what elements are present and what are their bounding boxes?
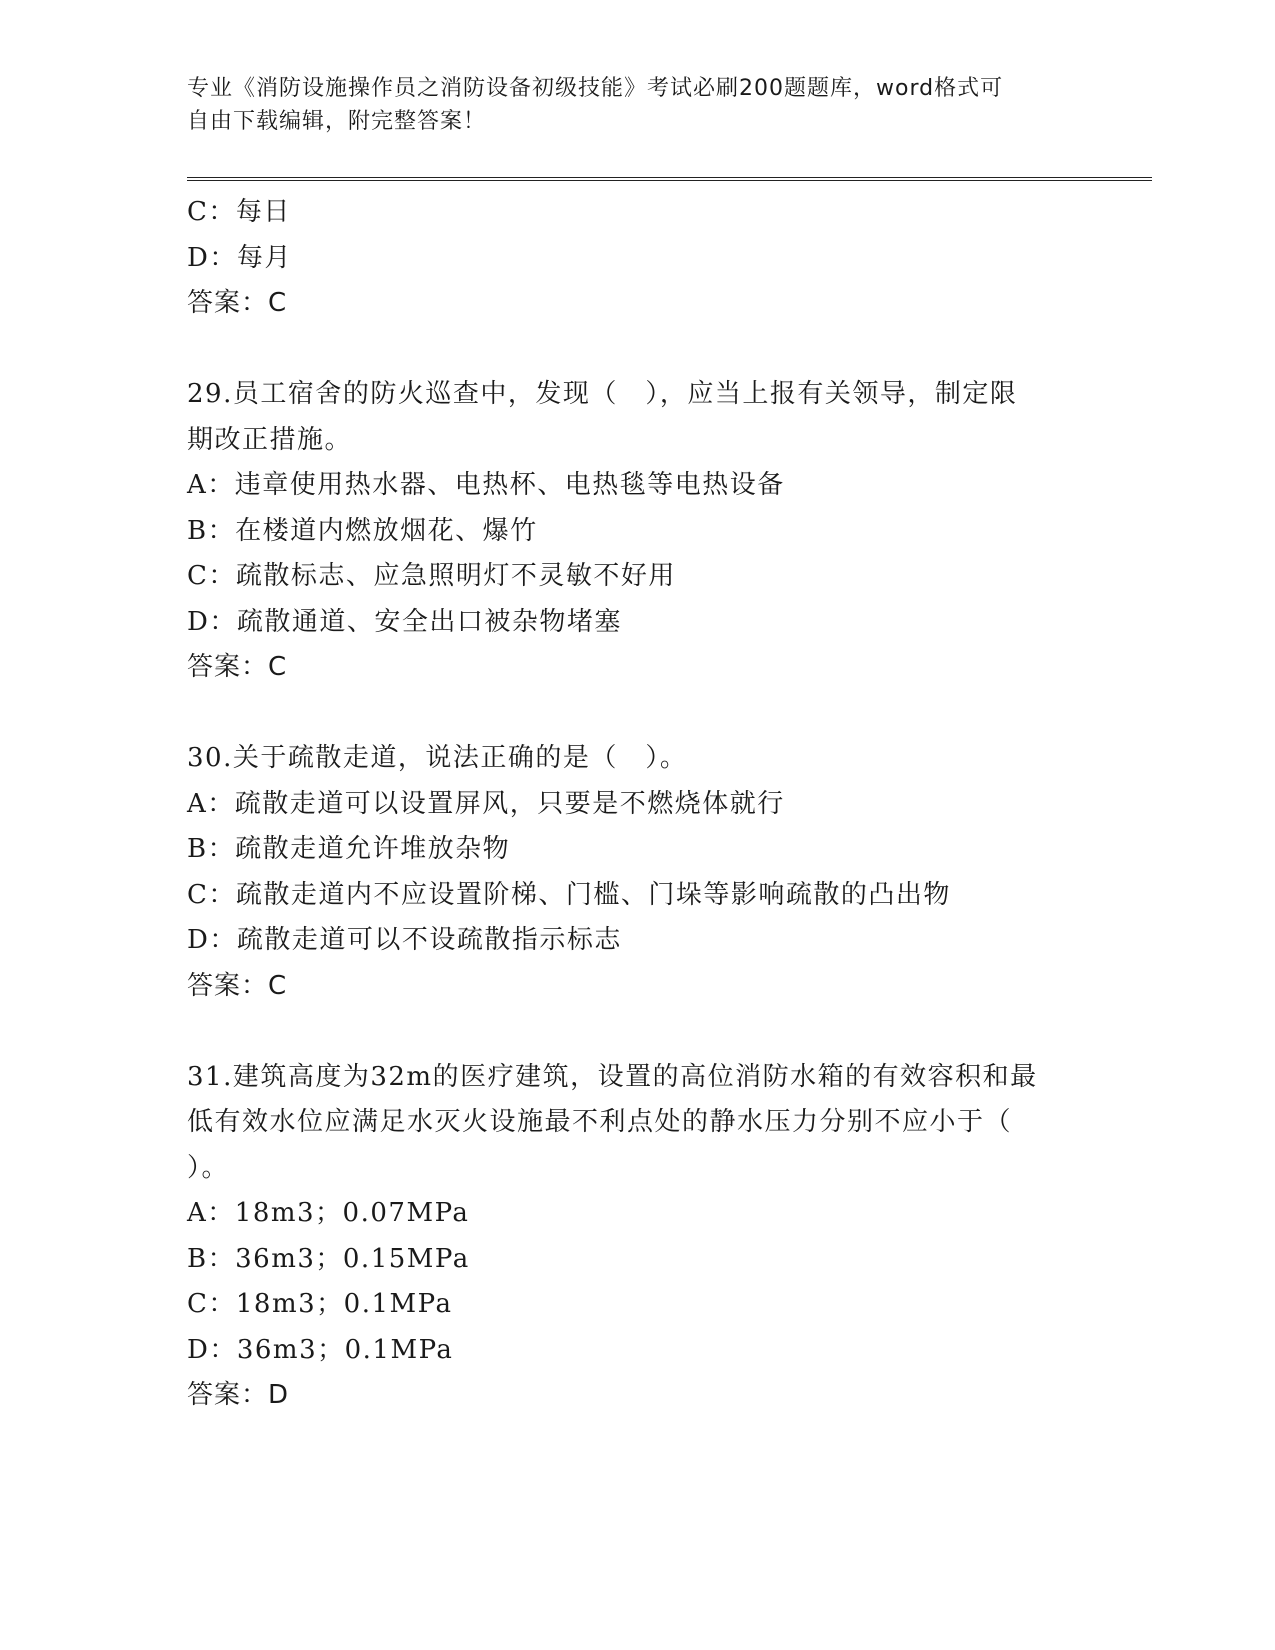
question-stem-continued: 期改正措施。 — [187, 424, 353, 455]
document-header — [187, 72, 1087, 138]
answer: 答案：C — [187, 970, 288, 1001]
header-line-1: 专业《消防设施操作员之消防设备初级技能》考试必刷200题题库，word格式可 — [187, 76, 1004, 101]
option-b: B：36m3；0.15MPa — [187, 1243, 470, 1274]
option-a: A：18m3；0.07MPa — [187, 1198, 470, 1228]
question-stem-continued: ）。 — [187, 1152, 230, 1183]
question-stem: 29.员工宿舍的防火巡查中，发现（ ），应当上报有关领导，制定限 — [187, 379, 1018, 409]
option-c: C：疏散标志、应急照明灯不灵敏不好用 — [187, 561, 676, 591]
header-divider — [187, 177, 1152, 181]
option-a: A：疏散走道可以设置屏风，只要是不燃烧体就行 — [187, 788, 785, 819]
answer: 答案：D — [187, 1380, 290, 1410]
option-c: C：疏散走道内不应设置阶梯、门槛、门垛等影响疏散的凸出物 — [187, 879, 951, 910]
option-c: C：每日 — [187, 197, 291, 227]
spacer — [187, 691, 1147, 737]
answer: 答案：C — [187, 652, 288, 682]
option-b: B：疏散走道允许堆放杂物 — [187, 834, 511, 864]
question-30 — [187, 736, 1147, 1009]
question-stem-continued: 低有效水位应满足水灭火设施最不利点处的静水压力分别不应小于（ — [187, 1107, 1013, 1137]
question-29 — [187, 372, 1147, 691]
answer: 答案：C — [187, 288, 288, 318]
option-d: D：36m3；0.1MPa — [187, 1334, 454, 1365]
option-d: D：疏散通道、安全出口被杂物堵塞 — [187, 606, 622, 637]
question-stem: 30.关于疏散走道，说法正确的是（ ）。 — [187, 743, 688, 773]
option-b: B：在楼道内燃放烟花、爆竹 — [187, 515, 538, 546]
header-line-2: 自由下载编辑，附完整答案！ — [187, 109, 487, 134]
spacer — [187, 327, 1147, 373]
question-28-tail — [187, 190, 1147, 327]
spacer — [187, 1009, 1147, 1055]
option-a: A：违章使用热水器、电热杯、电热毯等电热设备 — [187, 470, 785, 500]
question-31 — [187, 1055, 1147, 1419]
option-d: D：疏散走道可以不设疏散指示标志 — [187, 925, 622, 955]
option-d: D：每月 — [187, 242, 292, 273]
question-stem: 31.建筑高度为32m的医疗建筑，设置的高位消防水箱的有效容积和最 — [187, 1061, 1038, 1092]
question-list — [187, 190, 1147, 1419]
option-c: C：18m3；0.1MPa — [187, 1289, 453, 1319]
